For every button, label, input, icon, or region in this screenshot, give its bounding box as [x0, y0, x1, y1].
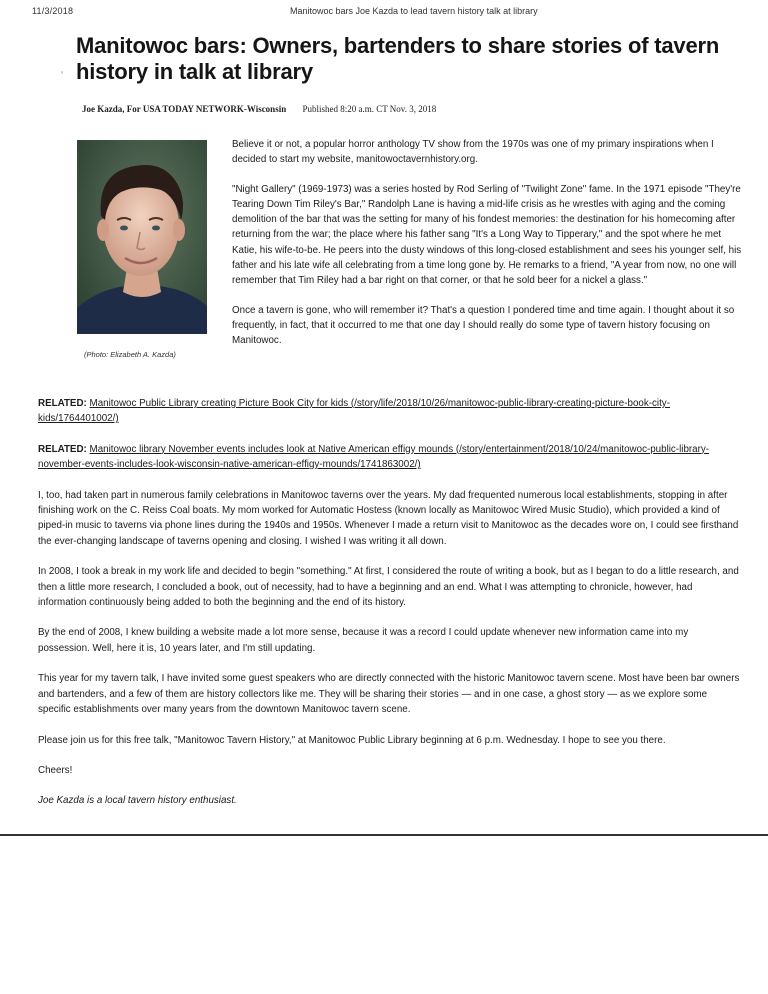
byline: [82, 104, 436, 114]
body-paragraph: Please join us for this free talk, "Manitowoc Tavern History," at Manitowoc Public Library beginning at 6 p.m. Wednesday. I hope to see you there.: [38, 734, 666, 746]
article-headline: Manitowoc bars: Owners, bartenders to share stories of tavern history in talk at library: [76, 33, 720, 84]
author-photo: [77, 140, 207, 334]
related-item: [38, 442, 740, 473]
related-item: [38, 396, 740, 427]
related-link-november-events[interactable]: Manitowoc library November events includes look at Native American effigy mounds (/story/entertainment/2018/10/24/manitowoc-public-library-november-events-includes-look-wisconsin-native-american-effigy-mounds/1741863002/): [38, 443, 710, 471]
body-paragraph: In 2008, I took a break in my work life and decided to begin "something." At first, I considered the route of writing a book, but as I began to do a little research, and then a little more research, I concluded a book, out of necessity, had to have a beginning and an end. What I was attempting to chronicle, however, had information continuously being added to both the beginning and the end of its history.: [38, 566, 739, 609]
author-portrait-image: [77, 140, 207, 334]
scan-artifact-mark: ‘: [61, 70, 64, 81]
byline-published: Published 8:20 a.m. CT Nov. 3, 2018: [302, 104, 437, 114]
page-bottom-rule: [0, 834, 768, 836]
photo-caption: (Photo: Elizabeth A. Kazda): [84, 350, 176, 359]
author-signoff: Joe Kazda is a local tavern history enthusiast.: [38, 795, 237, 807]
body-paragraph: By the end of 2008, I knew building a website made a lot more sense, because it was a record I could update whenever new information came into my possession. Well, here it is, 10 years later, and I'm still updating.: [38, 627, 689, 654]
print-header-title: Manitowoc bars Joe Kazda to lead tavern history talk at library: [290, 6, 538, 16]
body-paragraph: This year for my tavern talk, I have invited some guest speakers who are directly connected with the historic Manitowoc tavern scene. Most have been bar owners and bartenders, and a few of them are history collectors like me. They will be sharing their stories — and in one case, a ghost story — as we explore some specific establishments over many years from the downtown Manitowoc tavern scene.: [38, 673, 740, 716]
print-header-date: 11/3/2018: [32, 6, 74, 16]
article-body: [38, 396, 740, 824]
related-link-picture-book-city[interactable]: Manitowoc Public Library creating Picture Book City for kids (/story/life/2018/10/26/manitowoc-public-library-creating-picture-book-city-kids/1764401002/): [38, 398, 670, 425]
body-paragraph: I, too, had taken part in numerous family celebrations in Manitowoc taverns over the years. My dad frequented numerous local establishments, stopping in after finishing work on the C. Reiss Coal boats. My mom worked for Automatic Hostess (known locally as Manitowoc Wired Music Studio), which provided a kind of piped-in music to taverns via phone lines during the 1940s and 1950s. Whenever I made a return visit to Manitowoc as the decades wore on, I could see firsthand the ever-changing landscape of taverns opening and closing. I wished I was writing it all down.: [38, 489, 739, 547]
body-paragraph-cheers: Cheers!: [38, 764, 73, 776]
intro-paragraph: Believe it or not, a popular horror anthology TV show from the 1970s was one of my primary inspirations when I decided to start my website, manitowoctavernhistory.org.: [232, 139, 714, 166]
related-label: RELATED:: [38, 443, 87, 455]
intro-column: [232, 137, 742, 363]
byline-author: Joe Kazda, For USA TODAY NETWORK-Wisconsin: [82, 104, 287, 114]
intro-paragraph: "Night Gallery" (1969-1973) was a series hosted by Rod Serling of "Twilight Zone" fame. In the 1971 episode "They're Tearing Down Tim Riley's Bar," Randolph Lane is having a mid-life crisis as he wrestles with aging and the coming demolition of the bar that was the setting for many of his fondest memories: the destination for his homecoming after returning from the war; the place where his father sang "It's a Long Way to Tipperary," and the spot where he met Katie, his wife-to-be. He peers into the dusty windows of this long-closed establishment and sees his younger self, his father and his late wife all celebrating from a time long gone by. He remarks to a friend, "A year from now, no one will remember that Tim Riley had a bar right on that corner, or that he sold beer for a nickel a glass.": [232, 183, 742, 287]
intro-paragraph: Once a tavern is gone, who will remember it? That's a question I pondered time and time again. I thought about it so frequently, in fact, that it occurred to me that one day I should really do some type of tavern history focusing on Manitowoc.: [232, 304, 735, 347]
related-label: RELATED:: [38, 398, 87, 409]
